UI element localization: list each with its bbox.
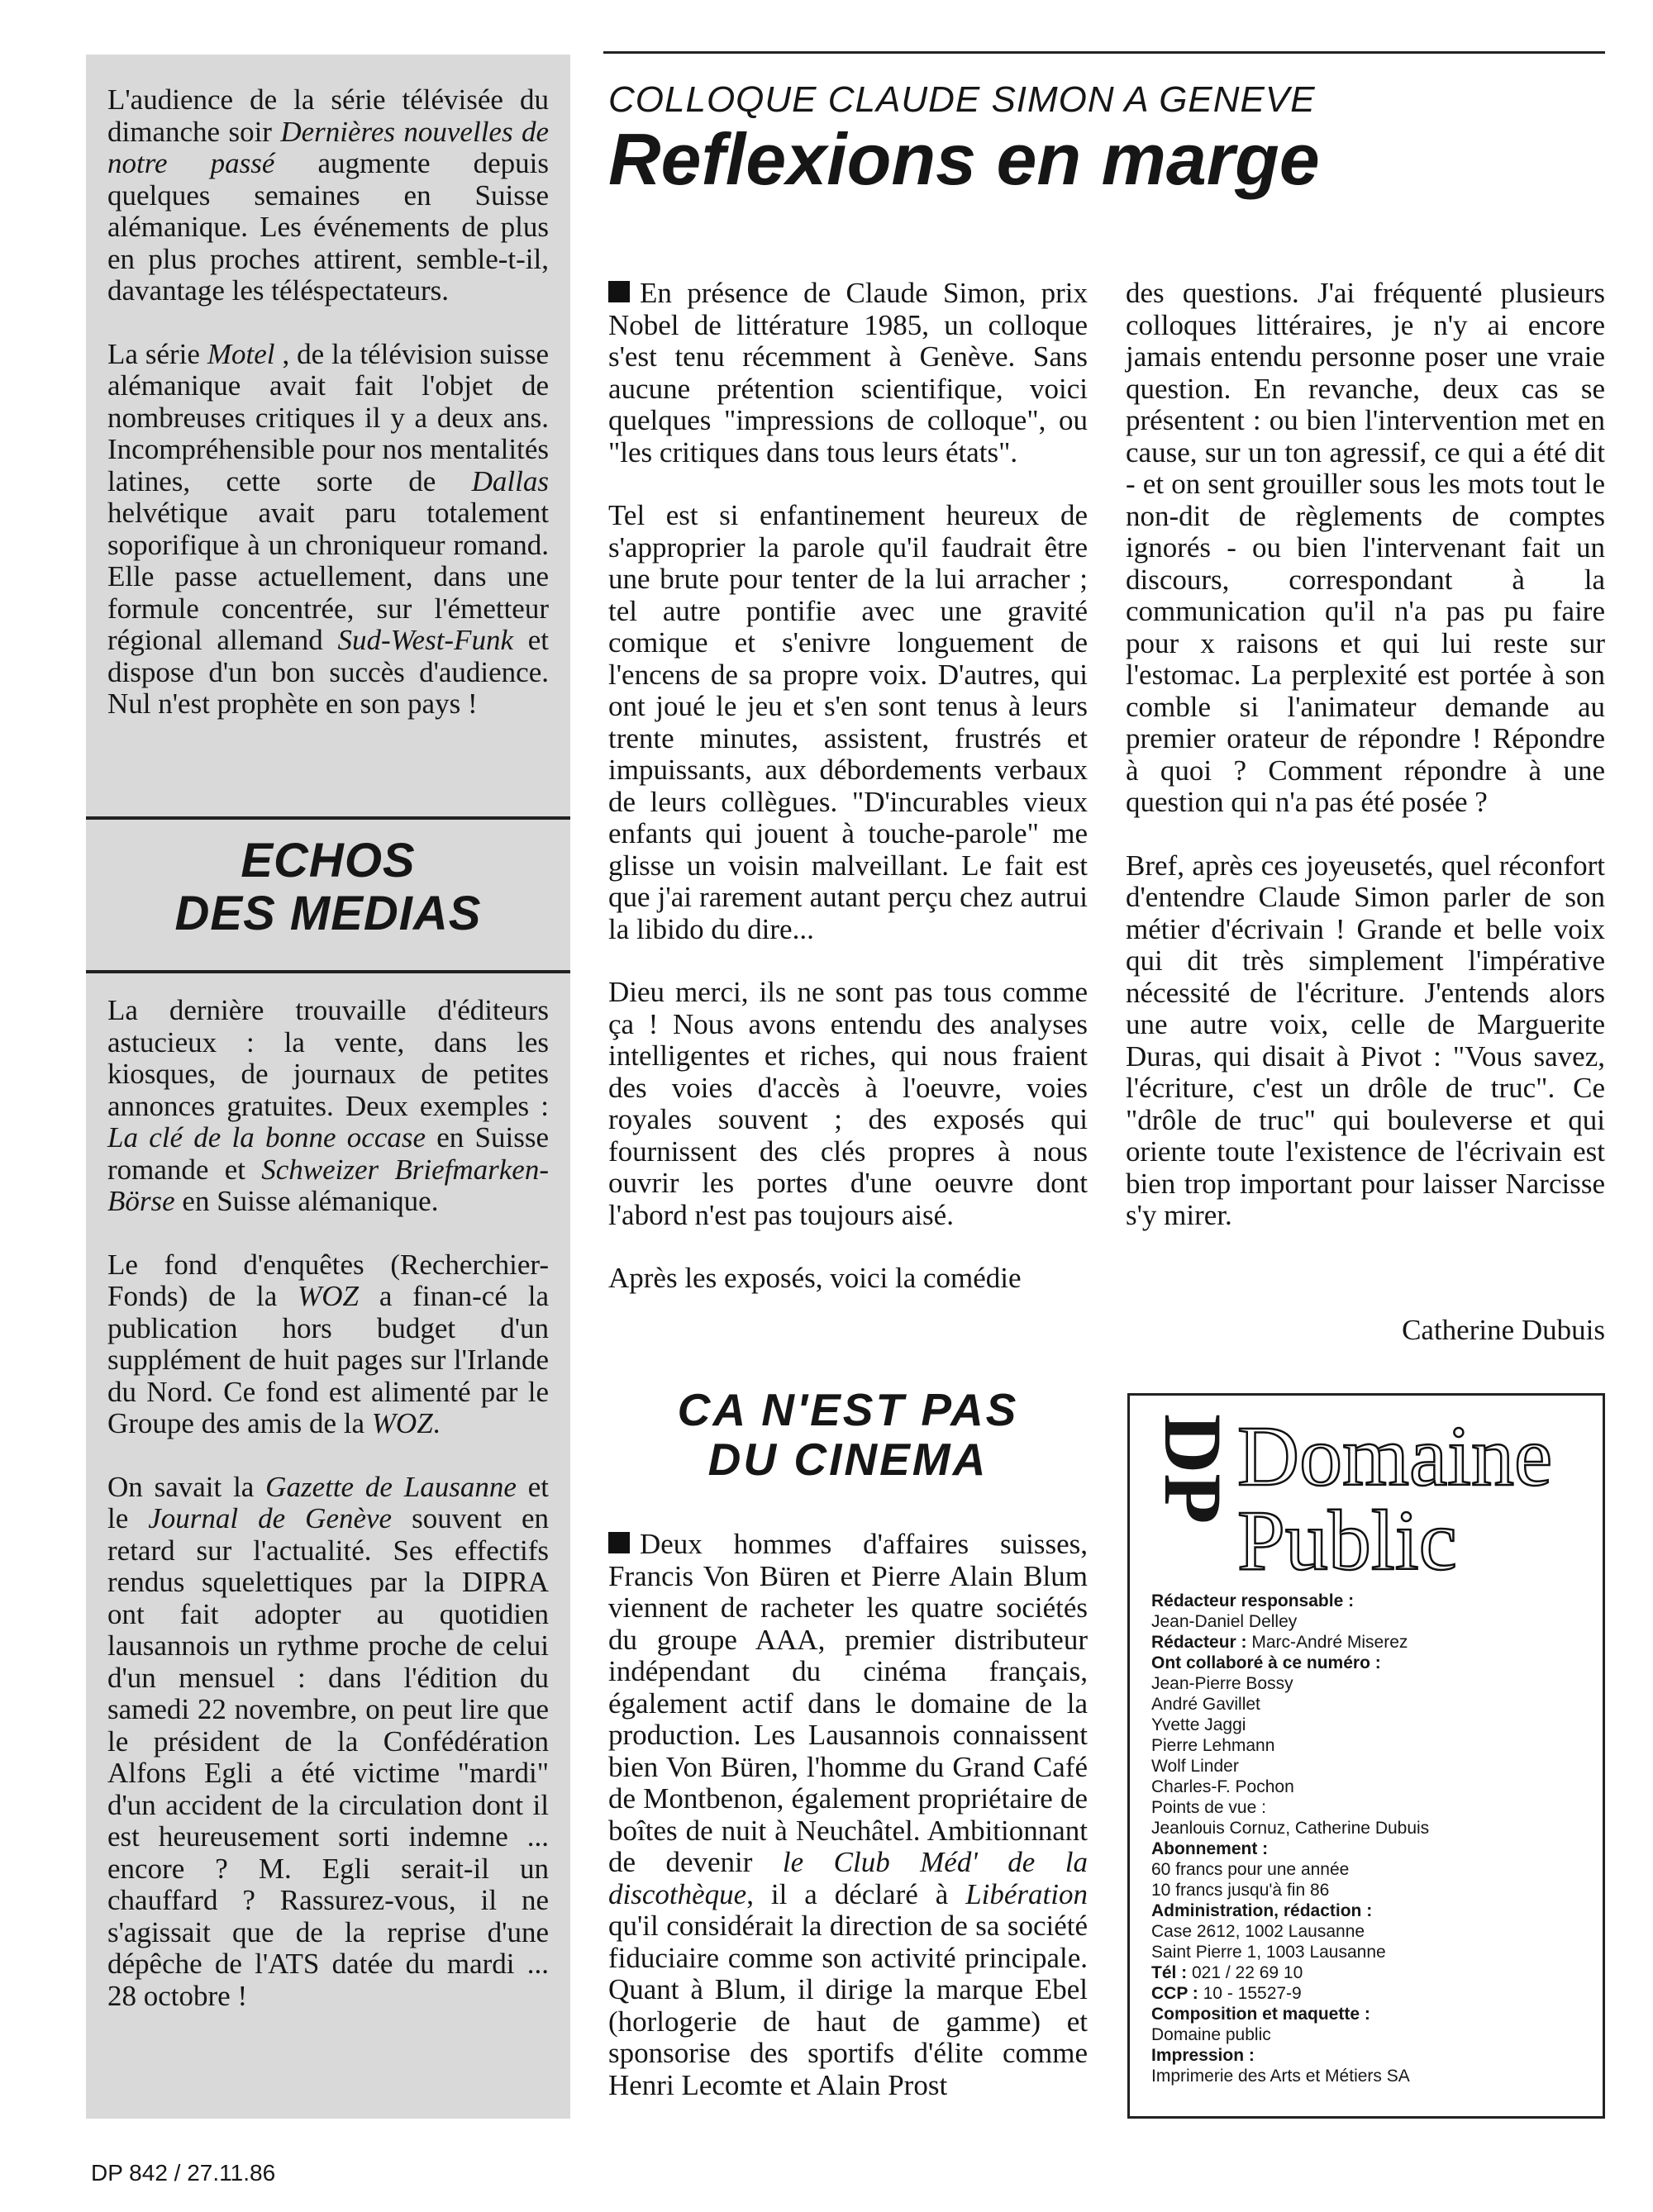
imprint-label: Ont collaboré à ce numéro : [1151,1653,1381,1672]
sidebar-media-column [86,55,570,2119]
imprint-line [1151,1715,1589,1735]
imprint-credits [1151,1591,1589,2086]
top-rule [603,51,1605,54]
imprint-value: Imprimerie des Arts et Métiers SA [1151,2067,1410,2086]
cinema-paragraph-1: Deux hommes d'affaires suisses, Francis Von Büren et Pierre Alain Blum viennent de racheter les quatre sociétés du groupe AAA, premier distributeur indépendant du cinéma français, également actif dans le domaine de la production. Les Lausannois connaissent bien Von Büren, l'homme du Grand Café de Montbenon, également propriétaire de boîtes de nuit à Neuchâtel. Ambitionnant de devenir le Club Méd' de la discothèque, il a déclaré à Libération qu'il considérait la direction de sa société fiduciaire comme son activité principale. Quant à Blum, il dirige la marque Ebel (horlogerie de haut de gamme) et sponsorise des sportifs d'élite comme Henri Lecomte et Alain Prost [608,1528,1089,2101]
imprint-value: Points de vue : [1151,1798,1266,1817]
imprint-value: Wolf Linder [1151,1757,1239,1776]
imprint-line [1151,1756,1589,1777]
imprint-label: Rédacteur : [1151,1633,1247,1652]
imprint-value: Pierre Lehmann [1151,1736,1275,1755]
sidebar-echos [107,995,549,2012]
imprint-box [1127,1393,1605,2119]
echos-heading-line-2: DES MEDIAS [174,887,482,940]
imprint-line [1151,1880,1589,1900]
imprint-line [1151,1632,1589,1653]
cinema-heading-line-2: DU CINEMA [707,1434,988,1485]
article-paragraph-4: Après les exposés, voici la comédie [608,1262,1022,1294]
echos-paragraph-3: On savait la Gazette de Lausanne et le Journal de Genève souvent en retard sur l'actualité. Ses effectifs rendus squelettiques par la DIPRA ont fait adopter au quotidien lausannois un rythme proche de celui d'un mensuel : dans l'édition du samedi 22 novembre, on peut lire que le président de la Confédération Alfons Egli a été victime "mardi" d'un accident de la circulation dont il est heureusement sorti indemne ... encore ? M. Egli serait-il un chauffard ? Rassurez-vous, il ne s'agissait que de la reprise d'une dépêche de l'ATS datée du mardi ... 28 octobre ! [107,1470,549,2012]
imprint-line [1151,2045,1589,2066]
imprint-value: Charles-F. Pochon [1151,1777,1294,1796]
imprint-line [1151,1591,1589,1611]
imprint-label: CCP : [1151,1984,1198,2003]
imprint-line [1151,1797,1589,1818]
imprint-value: 10 - 15527-9 [1198,1984,1302,2003]
imprint-line [1151,1942,1589,1962]
issue-footer: DP 842 / 27.11.86 [91,2160,276,2186]
echos-paragraph-2: Le fond d'enquêtes (Recherchier-Fonds) de la WOZ a finan-cé la publication hors budget d'un supplément de huit pages sur l'Irlande du Nord. Ce fond est alimenté par le Groupe des amis de la WOZ. [107,1248,549,1439]
imprint-line [1151,2024,1589,2045]
echos-des-medias-heading [86,816,570,973]
logo-word-domaine: Domaine [1237,1409,1553,1504]
imprint-label: Impression : [1151,2046,1255,2065]
imprint-label: Abonnement : [1151,1839,1269,1858]
imprint-line [1151,1818,1589,1839]
article-signature: Catherine Dubuis [1402,1314,1605,1346]
imprint-label: Composition et maquette : [1151,2005,1370,2024]
imprint-value: Domaine public [1151,2025,1271,2044]
imprint-line [1151,1777,1589,1797]
imprint-value: Saint Pierre 1, 1003 Lausanne [1151,1943,1386,1962]
imprint-label: Rédacteur responsable : [1151,1591,1355,1610]
imprint-line [1151,1611,1589,1632]
imprint-line [1151,2004,1589,2024]
sidebar-intro-paragraph-1: L'audience de la série télévisée du dimanche soir Dernières nouvelles de notre passé augmente depuis quelques semaines en Suisse alémanique. Les événements de plus en plus proches attirent, semble-t-il, davantage les téléspectateurs. [107,83,550,307]
dp-logo: DP [1147,1414,1239,1525]
imprint-line [1151,2066,1589,2086]
sidebar-intro [107,84,549,721]
cinema-heading [608,1385,1088,1484]
sidebar-intro-paragraph-2: La série Motel , de la télévision suisse alémanique avait fait l'objet de nombreuses critiques il y a deux ans. Incompréhensible pour nos mentalités latines, cette sorte de Dallas helvétique avait paru totalement soporifique à un chroniqueur romand. Elle passe actuellement, dans une formule concentrée, sur l'émetteur régional allemand Sud-West-Funk et dispose d'un bon succès d'audience. Nul n'est prophète en son pays ! [107,337,550,720]
article-paragraph-5: des questions. J'ai fréquenté plusieurs colloques littéraires, je n'y ai encore jamais entendu personne poser une vraie question. En revanche, deux cas se présentent : ou bien l'intervention met en cause, sur un ton agressif, ce qui a été dit - et on sent grouiller sous les mots tout le non-dit de règlements de comptes ignorés - ou bien l'intervenant fait un discours, correspondant à la communication qu'il n'a pas pu faire pour x raisons et qui lui reste sur l'estomac. La perplexité est portée à son comble si l'animateur demande au premier orateur de répondre ! Répondre à quoi ? Comment répondre à une question qui n'a pas été posée ? [1126,277,1605,818]
imprint-value: 10 francs jusqu'à fin 86 [1151,1881,1330,1900]
cinema-column [608,1529,1088,2101]
article-kicker: COLLOQUE CLAUDE SIMON A GENEVE [608,79,1316,120]
echos-heading-line-1: ECHOS [241,834,416,887]
imprint-value: Jean-Pierre Bossy [1151,1674,1293,1693]
imprint-line [1151,1653,1589,1673]
imprint-value: André Gavillet [1151,1695,1260,1714]
echos-paragraph-1: La dernière trouvaille d'éditeurs astucieux : la vente, dans les kiosques, de journaux de petites annonces gratuites. Deux exemples : La clé de la bonne occase en Suisse romande et Schweizer Briefmarken-Börse en Suisse alémanique. [107,994,550,1217]
logo-word-public: Public [1237,1493,1457,1588]
cinema-heading-line-1: CA N'EST PAS [677,1384,1019,1435]
imprint-label: Administration, rédaction : [1151,1901,1373,1920]
article-column-2 [1126,278,1605,1232]
article-paragraph-6: Bref, après ces joyeusetés, quel réconfort d'entendre Claude Simon parler de son métier d'écrivain ! Grande et belle voix qui dit très simplement l'impérative nécessité de l'écriture. J'entends alors une autre voix, celle de Marguerite Duras, qui disait à Pivot : "Vous savez, l'écriture, c'est un drôle de truc". Ce "drôle de truc" qui bouleverse et qui oriente toute l'existence de l'écrivain est bien trop important pour laisser Narcisse s'y mirer. [1126,849,1605,1231]
imprint-line [1151,1694,1589,1715]
imprint-line [1151,1673,1589,1694]
imprint-value: 021 / 22 69 10 [1187,1963,1303,1982]
imprint-value: Jeanlouis Cornuz, Catherine Dubuis [1151,1819,1430,1838]
imprint-line [1151,1962,1589,1983]
article-column-1 [608,278,1088,1295]
imprint-line [1151,1735,1589,1756]
imprint-value: Yvette Jaggi [1151,1715,1246,1734]
article-title: Reflexions en marge [608,118,1320,200]
imprint-value: Jean-Daniel Delley [1151,1612,1298,1631]
article-paragraph-1: En présence de Claude Simon, prix Nobel de littérature 1985, un colloque s'est tenu récemment à Genève. Sans aucune prétention scientifique, voici quelques "impressions de colloque", ou "les critiques dans tous leurs états". [608,277,1088,469]
imprint-value: 60 francs pour une année [1151,1860,1350,1879]
square-bullet-icon [608,281,630,302]
imprint-line [1151,1900,1589,1921]
imprint-line [1151,1983,1589,2004]
imprint-line [1151,1839,1589,1859]
imprint-line [1151,1859,1589,1880]
imprint-label: Tél : [1151,1963,1188,1982]
square-bullet-icon [608,1532,630,1553]
article-paragraph-3: Dieu merci, ils ne sont pas tous comme ça ! Nous avons entendu des analyses intelligentes et riches, qui nous fraient des voies d'accès à l'oeuvre, voies royales souvent ; des exposés qui fournissent des clés propres à nous ouvrir les portes d'une oeuvre dont l'abord n'est pas toujours aisé. [608,976,1088,1231]
imprint-line [1151,1921,1589,1942]
article-paragraph-2: Tel est si enfantinement heureux de s'approprier la parole qu'il faudrait être une brute pour tenter de la lui arracher ; tel autre pontifie avec une gravité comique et s'enivre longuement de l'encens de sa propre voix. D'autres, qui ont joué le jeu et s'en sont tenus à leurs trente minutes, assistent, frustrés et impuissants, aux débordements verbaux de leurs collègues. "D'incurables vieux enfants qui jouent à touche-parole" me glisse un voisin malveillant. Le fait est que j'ai rarement autant perçu chez autrui la libido du dire... [608,499,1088,945]
imprint-value: Marc-André Miserez [1246,1633,1408,1652]
imprint-value: Case 2612, 1002 Lausanne [1151,1922,1365,1941]
